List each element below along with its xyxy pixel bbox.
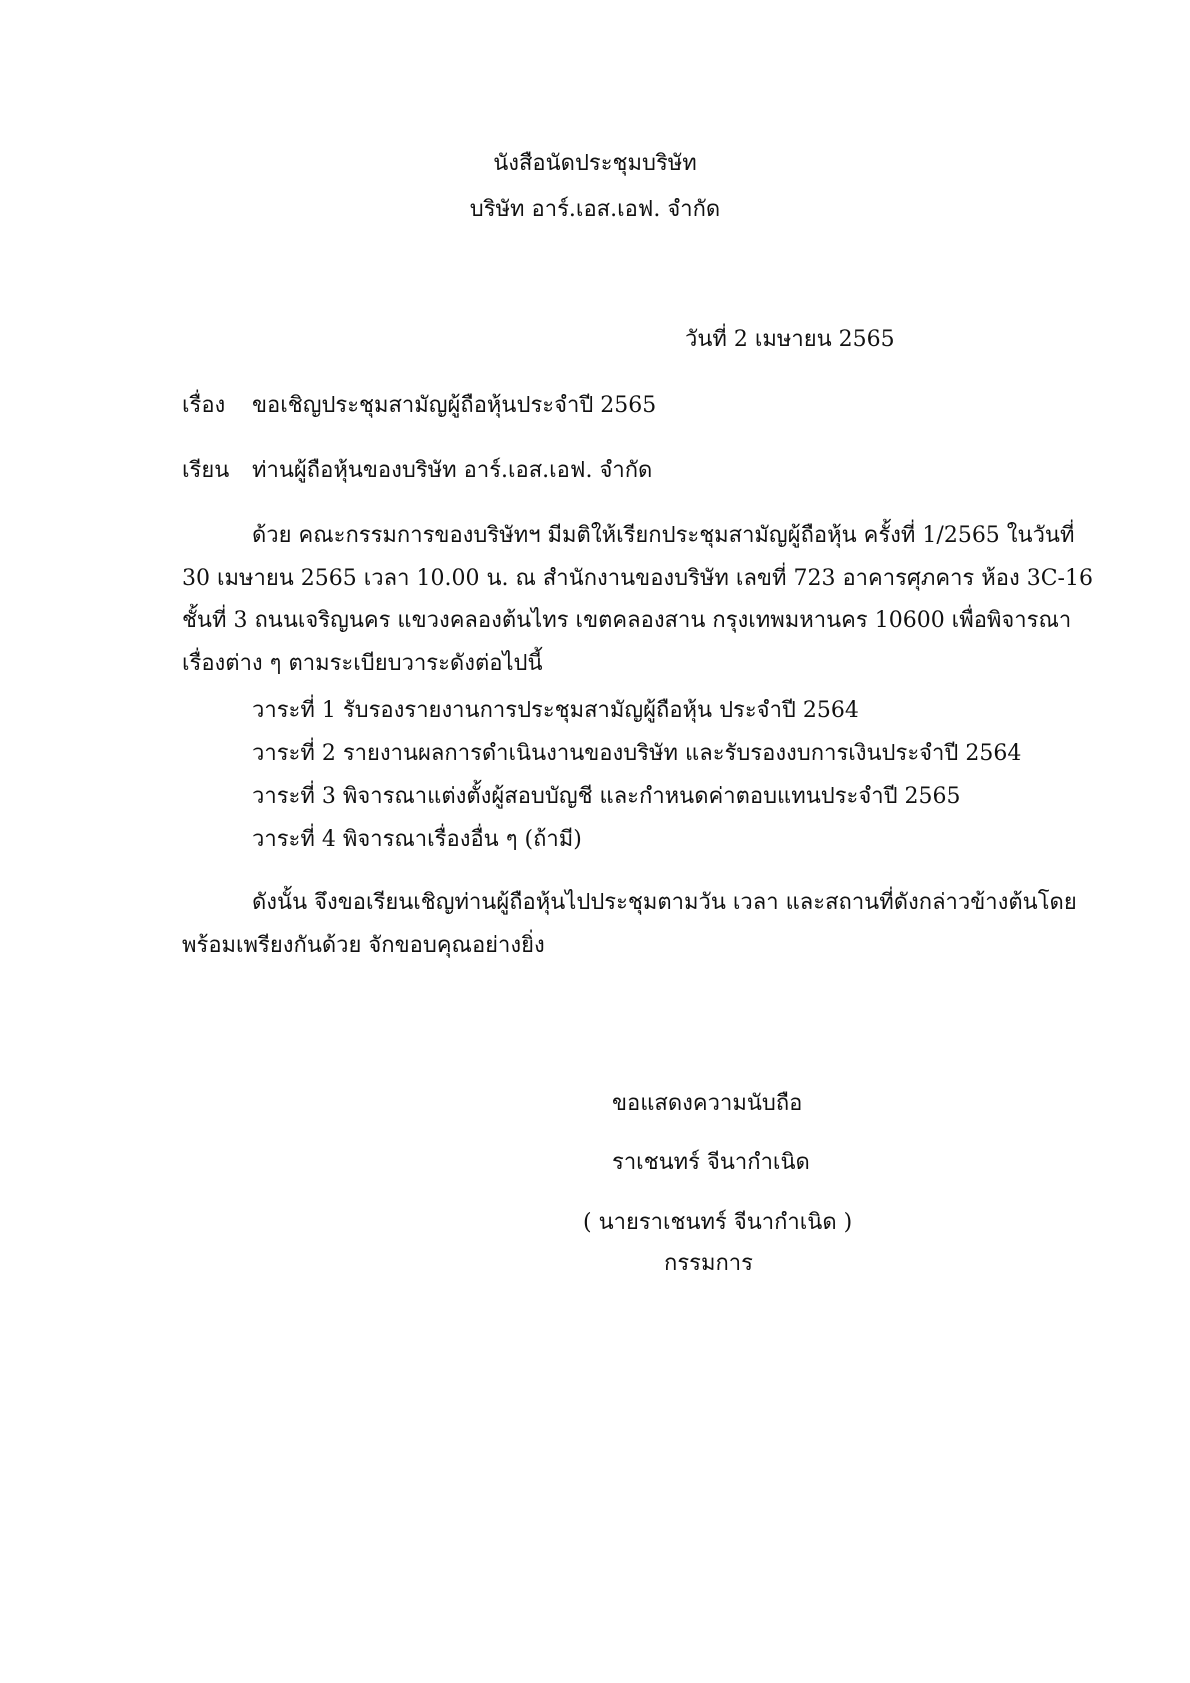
paragraph-line: 30 เมษายน 2565 เวลา 10.00 น. ณ สำนักงานของบริษัท เลขที่ 723 อาคารศุภคาร ห้อง 3C-16	[182, 566, 1093, 591]
subject-label: เรื่อง	[182, 393, 226, 418]
agenda-item: วาระที่ 1 รับรองรายงานการประชุมสามัญผู้ถือหุ้น ประจำปี 2564	[252, 698, 859, 723]
agenda-item: วาระที่ 2 รายงานผลการดำเนินงานของบริษัท และรับรองงบการเงินประจำปี 2564	[252, 741, 1022, 766]
paragraph-line: เรื่องต่าง ๆ ตามระเบียบวาระดังต่อไปนี้	[182, 651, 543, 676]
company-name: บริษัท อาร์.เอส.เอฟ. จำกัด	[469, 197, 721, 222]
agenda-item: วาระที่ 4 พิจารณาเรื่องอื่น ๆ (ถ้ามี)	[252, 827, 582, 852]
paragraph-line: ดังนั้น จึงขอเรียนเชิญท่านผู้ถือหุ้นไปประชุมตามวัน เวลา และสถานที่ดังกล่าวข้างต้นโดย	[252, 890, 1077, 915]
subject-text: ขอเชิญประชุมสามัญผู้ถือหุ้นประจำปี 2565	[252, 393, 657, 418]
letter-date: วันที่ 2 เมษายน 2565	[685, 327, 895, 352]
salutation: ขอแสดงความนับถือ	[612, 1091, 803, 1116]
recipient-text: ท่านผู้ถือหุ้นของบริษัท อาร์.เอส.เอฟ. จำกัด	[252, 458, 653, 483]
letter-title: นังสือนัดประชุมบริษัท	[493, 151, 697, 176]
paragraph-line: พร้อมเพรียงกันด้วย จักขอบคุณอย่างยิ่ง	[182, 933, 545, 958]
recipient-label: เรียน	[182, 458, 230, 483]
paragraph-line: ชั้นที่ 3 ถนนเจริญนคร แขวงคลองต้นไทร เขตคลองสาน กรุงเทพมหานคร 10600 เพื่อพิจารณา	[182, 608, 1072, 633]
agenda-item: วาระที่ 3 พิจารณาแต่งตั้งผู้สอบบัญชี และกำหนดค่าตอบแทนประจำปี 2565	[252, 784, 961, 809]
signer-name: ( นายราเชนทร์ จีนากำเนิด )	[583, 1210, 853, 1235]
signer-position: กรรมการ	[664, 1251, 753, 1276]
paragraph-line: ด้วย คณะกรรมการของบริษัทฯ มีมติให้เรียกประชุมสามัญผู้ถือหุ้น ครั้งที่ 1/2565 ในวันที่	[252, 523, 1075, 548]
signature: ราเชนทร์ จีนากำเนิด	[612, 1150, 810, 1175]
